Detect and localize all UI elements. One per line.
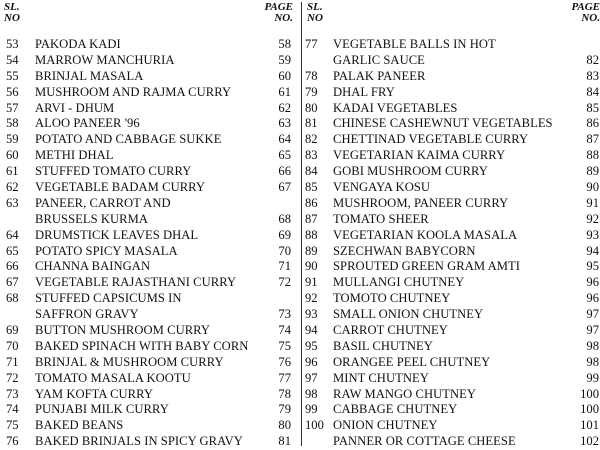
toc-entry: [305, 212, 600, 228]
toc-entry: [305, 275, 600, 291]
toc-entry: [305, 371, 600, 387]
entry-number: 78: [305, 68, 318, 83]
entry-title: DRUMSTICK LEAVES DHAL: [35, 227, 199, 242]
entry-page: 93: [586, 227, 599, 242]
entry-page: 75: [278, 338, 291, 353]
toc-entry: [305, 196, 600, 212]
entry-number: 59: [6, 132, 19, 147]
toc-entry: [0, 339, 297, 355]
entry-title: BASIL CHUTNEY: [333, 338, 433, 353]
entry-page: 99: [586, 370, 599, 385]
toc-entry: [0, 116, 297, 132]
toc-entry: [305, 101, 600, 117]
toc-entry: [0, 37, 297, 53]
entry-number: 95: [305, 338, 318, 353]
page-label: PAGE: [264, 1, 293, 13]
entry-number: 94: [305, 323, 318, 338]
entry-number: 57: [6, 100, 19, 115]
entry-title: VEGETARIAN KAIMA CURRY: [333, 148, 506, 163]
entry-number: 90: [305, 259, 318, 274]
toc-entry: [0, 259, 297, 275]
toc-entry: [305, 116, 600, 132]
page-label: PAGE: [571, 1, 600, 13]
entry-page: 86: [586, 116, 599, 131]
right-entries: [305, 37, 600, 450]
entry-title: CHETTINAD VEGETABLE CURRY: [333, 132, 529, 147]
left-entries: [0, 37, 297, 450]
entry-number: 84: [305, 164, 318, 179]
entry-page: 91: [586, 195, 599, 210]
entry-page: 88: [586, 148, 599, 163]
entry-page: 58: [278, 37, 291, 51]
entry-title: MUSHROOM AND RAJMA CURRY: [35, 84, 232, 99]
entry-title: SZECHWAN BABYCORN: [333, 243, 476, 258]
entry-page: 100: [580, 402, 599, 417]
entry-page: 63: [278, 116, 291, 131]
entry-title: ORANGEE PEEL CHUTNEY: [333, 354, 491, 369]
entry-title: PALAK PANEER: [333, 68, 426, 83]
toc-entry: [305, 228, 600, 244]
entry-title: CARROT CHUTNEY: [333, 323, 448, 338]
toc-entry: [0, 53, 297, 69]
toc-entry: [305, 307, 600, 323]
entry-title: BRUSSELS KURMA: [35, 211, 149, 226]
entry-page: 60: [278, 68, 291, 83]
page-no-header: [264, 2, 293, 24]
entry-title: ALOO PANEER '96: [35, 116, 140, 131]
no-label: NO: [4, 12, 20, 24]
entry-title: BRINJAL & MUSHROOM CURRY: [35, 354, 224, 369]
entry-number: 85: [305, 180, 318, 195]
entry-title: PANNER OR COTTAGE CHEESE: [333, 434, 516, 449]
entry-number: 60: [6, 148, 19, 163]
toc-entry: [305, 69, 600, 85]
sl-label: SL.: [307, 1, 323, 13]
toc-entry: [305, 418, 600, 434]
entry-title: RAW MANGO CHUTNEY: [333, 386, 477, 401]
page-no-header: [571, 2, 600, 24]
entry-number: 89: [305, 243, 318, 258]
entry-title: BAKED SPINACH WITH BABY CORN: [35, 338, 249, 353]
toc-entry: [305, 53, 600, 69]
entry-title: MINT CHUTNEY: [333, 370, 429, 385]
entry-number: 80: [305, 100, 318, 115]
entry-page: 67: [278, 180, 291, 195]
entry-page: 82: [586, 52, 599, 67]
toc-entry: [0, 101, 297, 117]
entry-title: TOMATO SHEER: [333, 211, 429, 226]
entry-number: 79: [305, 84, 318, 99]
entry-title: MUSHROOM, PANEER CURRY: [333, 195, 509, 210]
entry-title: SMALL ONION CHUTNEY: [333, 307, 484, 322]
entry-page: 89: [586, 164, 599, 179]
entry-page: 100: [580, 386, 599, 401]
entry-page: 81: [278, 434, 291, 449]
entry-number: 86: [305, 195, 318, 210]
entry-page: 76: [278, 354, 291, 369]
toc-entry: [0, 244, 297, 260]
entry-title: PANEER, CARROT AND: [35, 195, 171, 210]
entry-title: PUNJABI MILK CURRY: [35, 402, 169, 417]
entry-title: BUTTON MUSHROOM CURRY: [35, 323, 211, 338]
entry-number: 99: [305, 402, 318, 417]
entry-page: 68: [278, 211, 291, 226]
entry-number: 71: [6, 354, 19, 369]
entry-title: VEGETABLE BADAM CURRY: [35, 180, 206, 195]
entry-number: 54: [6, 52, 19, 67]
entry-number: 58: [6, 116, 19, 131]
entry-number: 96: [305, 354, 318, 369]
entry-number: 74: [6, 402, 19, 417]
entry-page: 59: [278, 52, 291, 67]
toc-entry: [0, 418, 297, 434]
toc-entry: [305, 339, 600, 355]
toc-entry: [0, 148, 297, 164]
entry-number: 73: [6, 386, 19, 401]
no-label: NO: [307, 12, 323, 24]
entry-title: CABBAGE CHUTNEY: [333, 402, 458, 417]
entry-title: CHANNA BAINGAN: [35, 259, 151, 274]
entry-number: 67: [6, 275, 19, 290]
toc-entry: [0, 355, 297, 371]
entry-number: 81: [305, 116, 318, 131]
entry-page: 61: [278, 84, 291, 99]
entry-page: 98: [586, 354, 599, 369]
toc-entry: [0, 291, 297, 307]
toc-entry: [0, 164, 297, 180]
entry-page: 102: [580, 434, 599, 449]
page-no-label: NO.: [581, 12, 600, 24]
entry-number: 88: [305, 227, 318, 242]
entry-number: 63: [6, 195, 19, 210]
entry-page: 64: [278, 132, 291, 147]
entry-title: POTATO SPICY MASALA: [35, 243, 178, 258]
toc-entry: [305, 259, 600, 275]
entry-title: VEGETABLE BALLS IN HOT: [333, 37, 496, 51]
entry-number: 65: [6, 243, 19, 258]
toc-entry: [305, 148, 600, 164]
toc-entry: [0, 180, 297, 196]
entry-page: 97: [586, 323, 599, 338]
right-column: [305, 0, 600, 448]
entry-title: DHAL FRY: [333, 84, 395, 99]
entry-page: 79: [278, 402, 291, 417]
toc-entry: [305, 355, 600, 371]
entry-page: 69: [278, 227, 291, 242]
entry-page: 98: [586, 338, 599, 353]
entry-page: 77: [278, 370, 291, 385]
entry-title: ARVI - DHUM: [35, 100, 115, 115]
toc-entry: [0, 85, 297, 101]
entry-page: 83: [586, 68, 599, 83]
entry-page: 73: [278, 307, 291, 322]
entry-number: 53: [6, 37, 19, 51]
entry-number: 77: [305, 37, 318, 51]
toc-entry: [305, 164, 600, 180]
toc-entry: [305, 402, 600, 418]
entry-number: 55: [6, 68, 19, 83]
entry-number: 92: [305, 291, 318, 306]
toc-entry: [305, 387, 600, 403]
entry-title: TOMOTO CHUTNEY: [333, 291, 451, 306]
toc-entry: [305, 132, 600, 148]
entry-page: 90: [586, 180, 599, 195]
entry-number: 100: [305, 418, 324, 433]
toc-entry: [0, 323, 297, 339]
entry-page: 70: [278, 243, 291, 258]
entry-title: YAM KOFTA CURRY: [35, 386, 154, 401]
sl-no-header: [307, 2, 323, 24]
toc-entry: [0, 132, 297, 148]
entry-number: 98: [305, 386, 318, 401]
entry-number: 83: [305, 148, 318, 163]
toc-entry: [0, 307, 297, 323]
column-divider: [301, 2, 302, 446]
entry-title: STUFFED TOMATO CURRY: [35, 164, 192, 179]
entry-page: 71: [278, 259, 291, 274]
entry-page: 87: [586, 132, 599, 147]
toc-entry: [305, 85, 600, 101]
entry-title: BRINJAL MASALA: [35, 68, 144, 83]
entry-title: VENGAYA KOSU: [333, 180, 431, 195]
entry-title: BAKED BRINJALS IN SPICY GRAVY: [35, 434, 243, 449]
entry-page: 74: [278, 323, 291, 338]
entry-title: SPROUTED GREEN GRAM AMTI: [333, 259, 520, 274]
entry-title: MULLANGI CHUTNEY: [333, 275, 465, 290]
entry-page: 101: [580, 418, 599, 433]
toc-entry: [0, 402, 297, 418]
entry-title: SAFFRON GRAVY: [35, 307, 139, 322]
entry-page: 95: [586, 259, 599, 274]
entry-number: 70: [6, 338, 19, 353]
entry-number: 76: [6, 434, 19, 449]
entry-title: CHINESE CASHEWNUT VEGETABLES: [333, 116, 553, 131]
entry-page: 92: [586, 211, 599, 226]
entry-page: 66: [278, 164, 291, 179]
entry-page: 65: [278, 148, 291, 163]
entry-number: 69: [6, 323, 19, 338]
entry-page: 96: [586, 291, 599, 306]
entry-title: KADAI VEGETABLES: [333, 100, 458, 115]
entry-page: 97: [586, 307, 599, 322]
entry-number: 72: [6, 370, 19, 385]
entry-title: MARROW MANCHURIA: [35, 52, 175, 67]
entry-page: 84: [586, 84, 599, 99]
entry-title: VEGETARIAN KOOLA MASALA: [333, 227, 518, 242]
entry-title: GOBI MUSHROOM CURRY: [333, 164, 488, 179]
entry-title: PAKODA KADI: [35, 37, 121, 51]
sl-label: SL.: [4, 1, 20, 13]
entry-number: 62: [6, 180, 19, 195]
left-column: [0, 0, 297, 448]
entry-number: 75: [6, 418, 19, 433]
entry-page: 96: [586, 275, 599, 290]
entry-number: 93: [305, 307, 318, 322]
entry-page: 78: [278, 386, 291, 401]
entry-number: 64: [6, 227, 19, 242]
entry-number: 61: [6, 164, 19, 179]
entry-page: 80: [278, 418, 291, 433]
entry-number: 66: [6, 259, 19, 274]
entry-title: POTATO AND CABBAGE SUKKE: [35, 132, 222, 147]
toc-entry: [305, 244, 600, 260]
entry-number: 56: [6, 84, 19, 99]
toc-entry: [305, 291, 600, 307]
toc-entry: [0, 371, 297, 387]
toc-entry: [305, 323, 600, 339]
toc-entry: [0, 196, 297, 212]
toc-entry: [0, 228, 297, 244]
entry-page: 62: [278, 100, 291, 115]
entry-title: TOMATO MASALA KOOTU: [35, 370, 191, 385]
entry-number: 87: [305, 211, 318, 226]
toc-entry: [305, 37, 600, 53]
toc-entry: [305, 180, 600, 196]
entry-number: 91: [305, 275, 318, 290]
toc-entry: [0, 69, 297, 85]
entry-page: 94: [586, 243, 599, 258]
entry-number: 68: [6, 291, 19, 306]
entry-title: ONION CHUTNEY: [333, 418, 438, 433]
entry-title: GARLIC SAUCE: [333, 52, 425, 67]
entry-page: 85: [586, 100, 599, 115]
entry-title: METHI DHAL: [35, 148, 114, 163]
entry-number: 97: [305, 370, 318, 385]
entry-number: 82: [305, 132, 318, 147]
entry-title: BAKED BEANS: [35, 418, 124, 433]
toc-entry: [0, 387, 297, 403]
sl-no-header: [4, 2, 20, 24]
entry-title: VEGETABLE RAJASTHANI CURRY: [35, 275, 237, 290]
toc-entry: [0, 212, 297, 228]
toc-entry: [0, 275, 297, 291]
entry-page: 72: [278, 275, 291, 290]
entry-title: STUFFED CAPSICUMS IN: [35, 291, 182, 306]
page-no-label: NO.: [274, 12, 293, 24]
